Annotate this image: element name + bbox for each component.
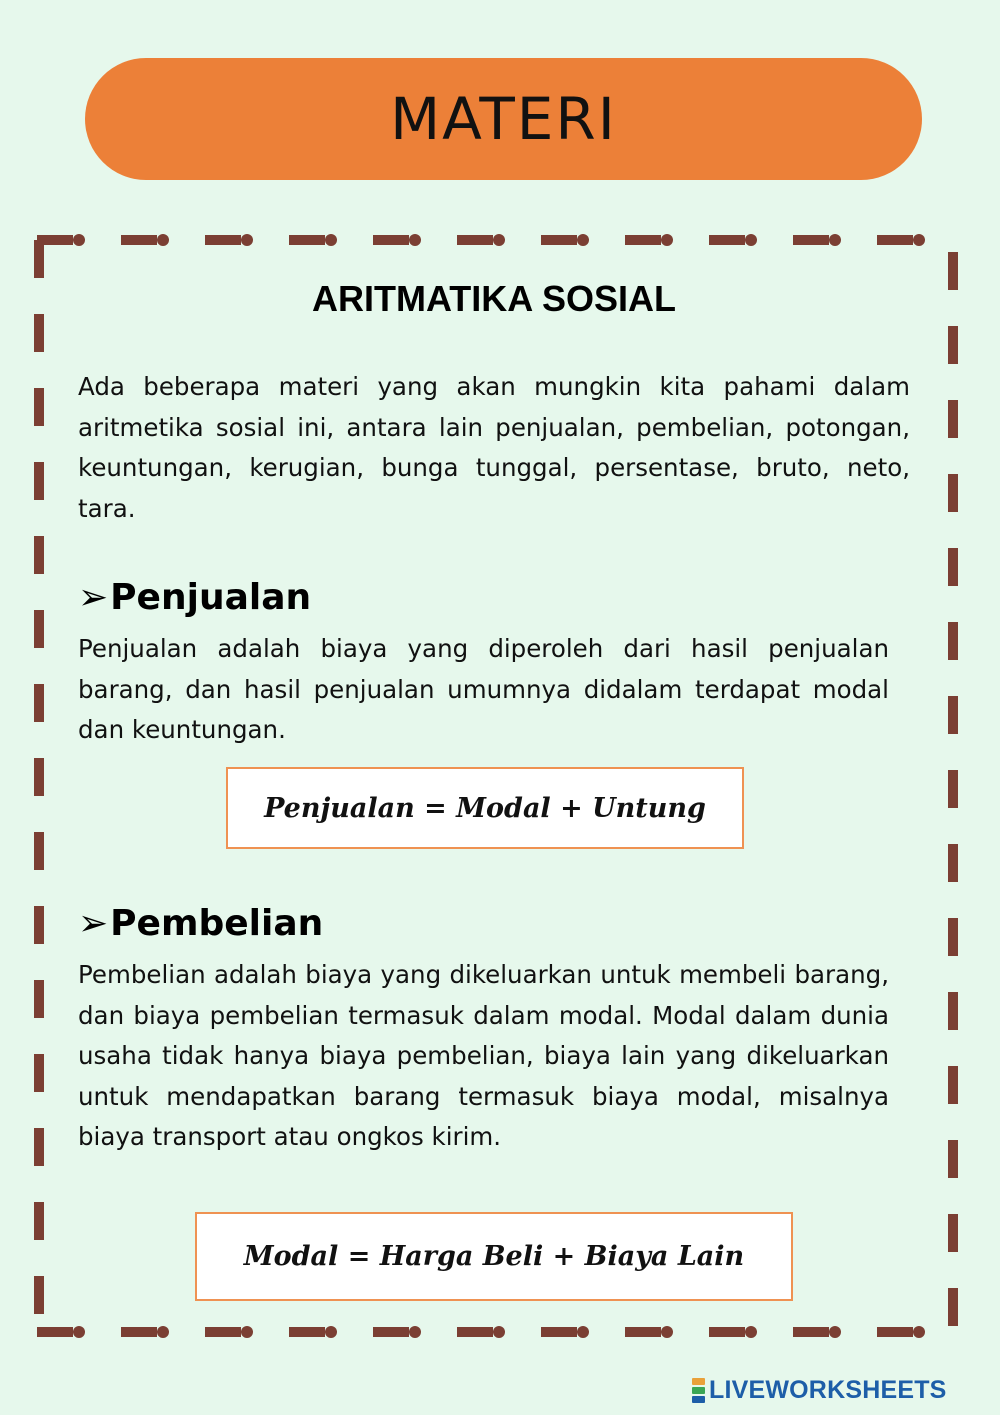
frame-dot <box>241 1326 253 1338</box>
frame-dot <box>493 234 505 246</box>
formula-penjualan: Penjualan = Modal + Untung <box>226 767 744 849</box>
penjualan-paragraph: Penjualan adalah biaya yang diperoleh dari hasil penjualan barang, dan hasil penjualan umumnya didalam terdapat modal dan keuntungan. <box>78 634 889 744</box>
heading-penjualan-label: Penjualan <box>110 577 312 618</box>
frame-dot <box>829 1326 841 1338</box>
frame-dot <box>577 1326 589 1338</box>
arrowhead-icon: ➢ <box>78 577 109 618</box>
frame-dot <box>661 1326 673 1338</box>
heading-penjualan <box>78 577 311 618</box>
liveworksheets-logo[interactable] <box>692 1376 947 1405</box>
frame-dot <box>409 234 421 246</box>
frame-dot <box>829 234 841 246</box>
frame-dot <box>745 1326 757 1338</box>
frame-dot <box>325 234 337 246</box>
heading-pembelian <box>78 903 323 944</box>
frame-dot <box>73 1326 85 1338</box>
frame-dot <box>157 234 169 246</box>
frame-dot <box>745 234 757 246</box>
frame-dot <box>493 1326 505 1338</box>
frame-dot <box>661 234 673 246</box>
frame-dot <box>157 1326 169 1338</box>
liveworksheets-logo-icon <box>692 1377 705 1404</box>
frame-dot <box>325 1326 337 1338</box>
frame-dot <box>577 234 589 246</box>
frame-dot <box>913 1326 925 1338</box>
brand-text: LIVEWORKSHEETS <box>709 1376 947 1404</box>
frame-dot <box>913 234 925 246</box>
intro-paragraph: Ada beberapa materi yang akan mungkin kita pahami dalam aritmetika sosial ini, antara lain penjualan, pembelian, potongan, keuntungan, kerugian, bunga tunggal, persentase, bruto, neto, tara. <box>78 372 910 523</box>
pembelian-paragraph: Pembelian adalah biaya yang dikeluarkan untuk membeli barang, dan biaya pembelian termasuk dalam modal. Modal dalam dunia usaha tidak hanya biaya pembelian, biaya lain yang dikeluarkan untuk mendapatkan barang termasuk biaya modal, misalnya biaya transport atau ongkos kirim. <box>78 960 889 1151</box>
title-banner <box>85 58 922 180</box>
page-title: MATERI <box>390 85 617 153</box>
frame-dot <box>241 234 253 246</box>
section-title: ARITMATIKA SOSIAL <box>312 278 676 319</box>
frame-dot <box>73 234 85 246</box>
arrowhead-icon: ➢ <box>78 903 109 944</box>
formula-pembelian: Modal = Harga Beli + Biaya Lain <box>195 1212 793 1301</box>
frame-dot <box>409 1326 421 1338</box>
heading-pembelian-label: Pembelian <box>110 903 324 944</box>
